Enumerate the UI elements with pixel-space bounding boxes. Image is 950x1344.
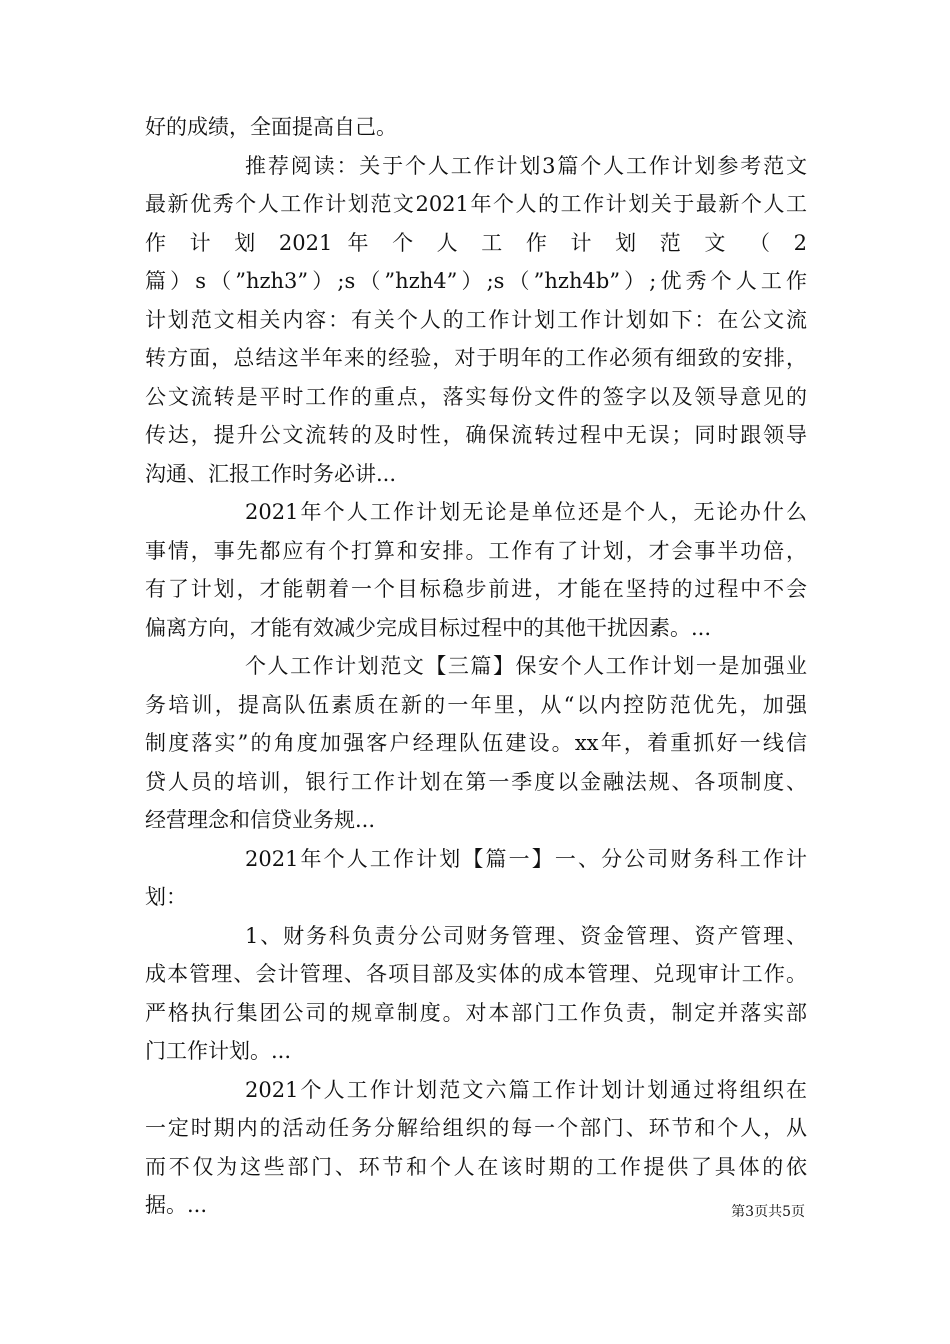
text-line: 好的成绩，全面提高自己。 <box>145 115 397 139</box>
text-line: 严格执行集团公司的规章制度。对本部门工作负责，制定并落实部 <box>145 1000 807 1025</box>
text-line: 2021个人工作计划范文六篇工作计划计划通过将组织在 <box>245 1077 807 1102</box>
text-line: 个人工作计划范文【三篇】保安个人工作计划一是加强业 <box>245 654 807 678</box>
text-line: 偏离方向，才能有效减少完成目标过程中的其他干扰因素。... <box>145 615 712 640</box>
text-line: 推荐阅读：关于个人工作计划3篇个人工作计划参考范文 <box>245 153 807 178</box>
page-number-footer: 第3页共5页 <box>731 1204 805 1220</box>
text-line: 公文流转是平时工作的重点，落实每份文件的签字以及领导意见的 <box>145 384 807 409</box>
text-line: 计划范文相关内容：有关个人的工作计划工作计划如下：在公文流 <box>145 307 807 332</box>
text-line: 贷人员的培训，银行工作计划在第一季度以金融法规、各项制度、 <box>145 769 807 794</box>
text-line: 2021年个人工作计划无论是单位还是个人，无论办什么 <box>245 500 807 524</box>
text-line: 沟通、汇报工作时务必讲... <box>145 461 397 486</box>
text-line: 门工作计划。... <box>145 1039 292 1063</box>
text-line: 有了计划，才能朝着一个目标稳步前进，才能在坚持的过程中不会 <box>145 577 807 601</box>
text-line: 一定时期内的活动任务分解给组织的每一个部门、环节和个人，从 <box>145 1116 807 1140</box>
text-line: 最新优秀个人工作计划范文2021年个人的工作计划关于最新个人工 <box>145 192 807 216</box>
text-line: 转方面，总结这半年来的经验，对于明年的工作必须有细致的安排， <box>145 346 807 370</box>
text-line: 1、财务科负责分公司财务管理、资金管理、资产管理、 <box>245 923 807 948</box>
text-line: 传达，提升公文流转的及时性，确保流转过程中无误；同时跟领导 <box>145 423 807 447</box>
text-line: 据。... <box>145 1193 208 1217</box>
text-line: 务培训，提高队伍素质在新的一年里，从“以内控防范优先，加强 <box>145 692 807 717</box>
document-body <box>145 108 807 1225</box>
text-line: 2021年个人工作计划【篇一】一、分公司财务科工作计 <box>245 846 807 871</box>
text-line: 经营理念和信贷业务规... <box>145 808 376 832</box>
text-line: 而不仅为这些部门、环节和个人在该时期的工作提供了具体的依 <box>145 1154 807 1179</box>
text-line: 篇）s（”hzh3”）;s（”hzh4”）;s（”hzh4b”）;优秀个人工作 <box>145 269 807 293</box>
text-line: 划： <box>145 885 187 909</box>
text-line: 制度落实”的角度加强客户经理队伍建设。xx年，着重抓好一线信 <box>145 731 807 755</box>
text-line: 事情，事先都应有个打算和安排。工作有了计划，才会事半功倍， <box>145 538 807 563</box>
text-line: 作 计 划 2021 年 个 人 工 作 计 划 范 文 （ 2 <box>145 230 807 255</box>
text-line: 成本管理、会计管理、各项目部及实体的成本管理、兑现审计工作。 <box>145 962 807 986</box>
